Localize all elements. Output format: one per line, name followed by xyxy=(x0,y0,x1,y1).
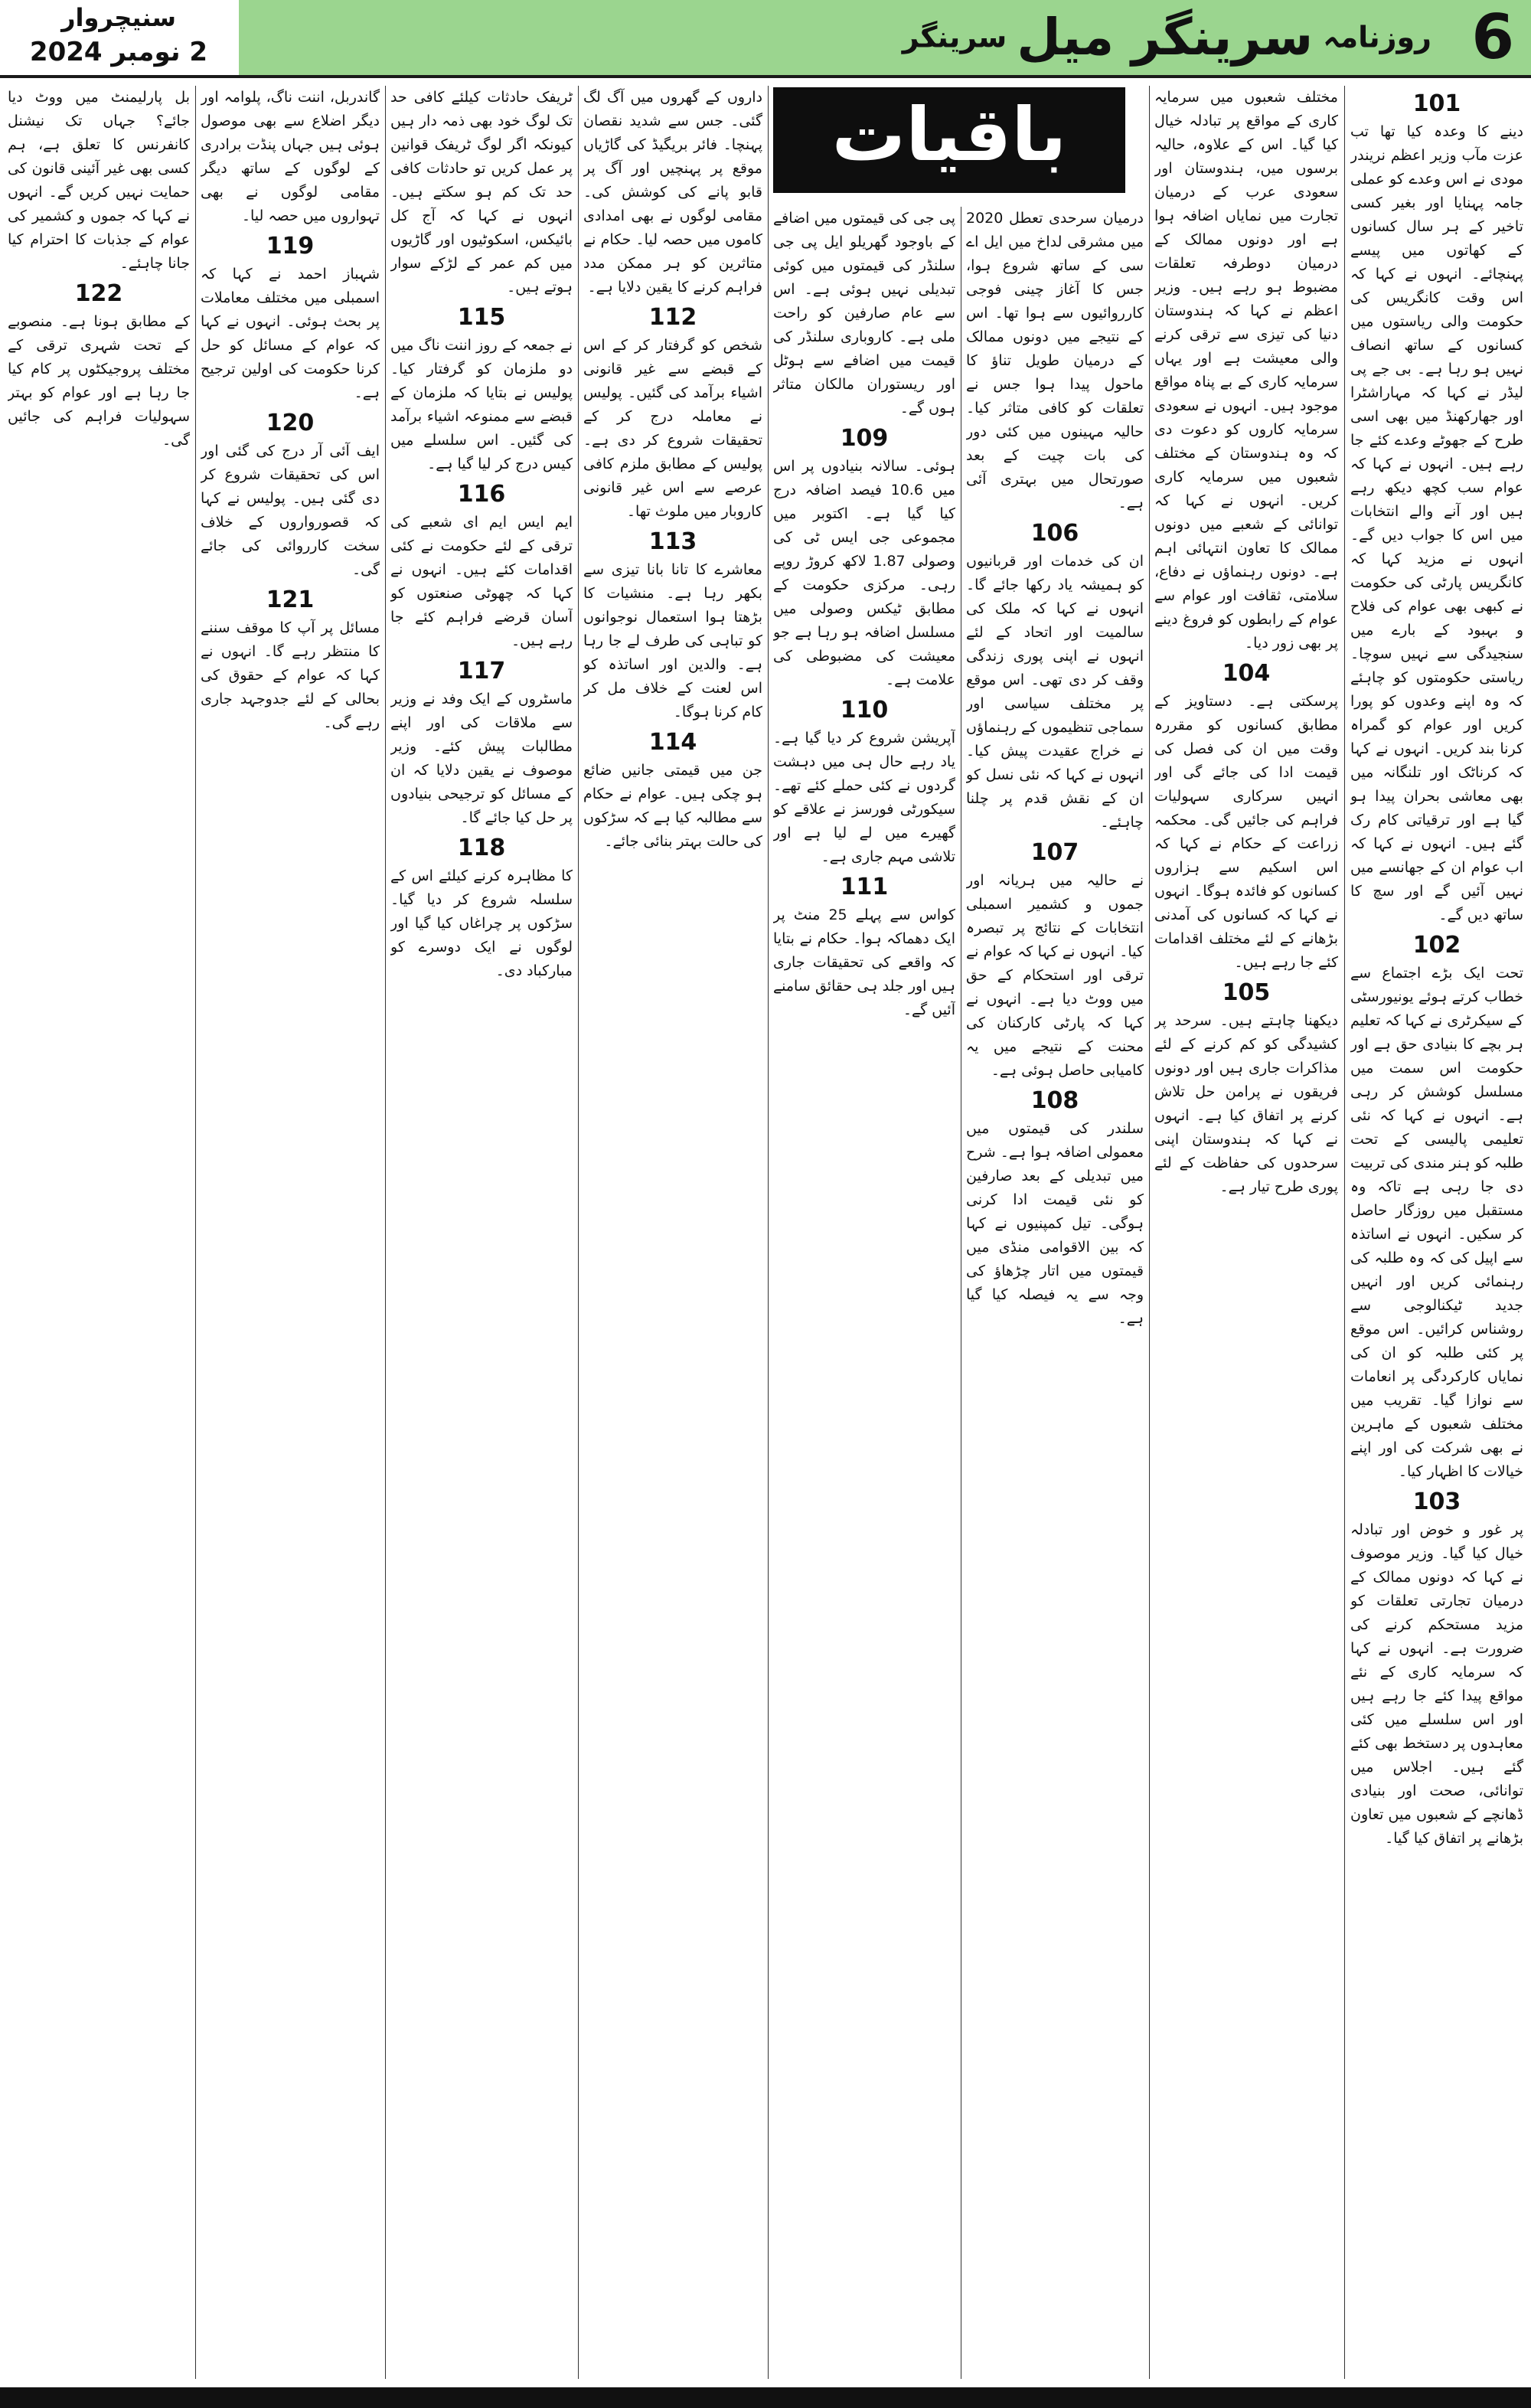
article-text: جن میں قیمتی جانیں ضائع ہو چکی ہیں۔ عوام نے حکام سے مطالبہ کیا ہے کہ سڑکوں کی حالت بہتر بنائی جائے۔ xyxy=(583,762,762,850)
masthead xyxy=(903,8,1431,67)
article-number: 112 xyxy=(648,304,697,331)
column-separator xyxy=(195,86,196,2379)
article-text: ایم ایس ایم ای شعبے کی ترقی کے لئے حکومت نے کئی اقدامات کئے ہیں۔ انہوں نے کہا کہ چھوٹی صنعتوں کو آسان قرضے فراہم کئے جا رہے ہیں۔ xyxy=(390,514,573,649)
article-number: 105 xyxy=(1222,979,1271,1006)
article-number: 103 xyxy=(1412,1488,1461,1515)
footer-bar xyxy=(0,2387,1531,2408)
date-box xyxy=(0,0,239,75)
article-number: 122 xyxy=(74,280,123,307)
article-number: 117 xyxy=(457,658,506,684)
article-text: ہوئی۔ سالانہ بنیادوں پر اس میں 10.6 فیصد اضافہ درج کیا گیا ہے۔ اکتوبر میں مجموعی جی ایس ٹی کی وصولی 1.87 لاکھ کروڑ روپے رہی۔ مرکزی حکومت کے مطابق ٹیکس وصولی میں مسلسل اضافہ ہو رہا ہے جو معیشت کی مضبوطی کی علامت ہے۔ xyxy=(773,458,955,688)
article-number: 116 xyxy=(457,481,506,508)
article-text: نے حالیہ میں ہریانہ اور جموں و کشمیر اسمبلی انتخابات کے نتائج پر تبصرہ کیا۔ انہوں نے کہا کہ عوام نے ترقی اور استحکام کے حق میں ووٹ دیا ہے۔ انہوں نے کہا کہ پارٹی کارکنان کی محنت کے نتیجے میں یہ کامیابی حاصل ہوئی ہے۔ xyxy=(966,872,1144,1079)
section-banner xyxy=(773,87,1125,193)
article-number: 115 xyxy=(457,304,506,331)
publication-date: 2 نومبر 2024 xyxy=(29,37,208,67)
article-text: ٹریفک حادثات کیلئے کافی حد تک لوگ خود بھی ذمہ دار ہیں کیونکہ اگر لوگ ٹریفک قوانین پر عمل کریں تو حادثات کافی حد تک کم ہو سکتے ہیں۔ انہوں نے کہا کہ آج کل بائیکس، اسکوٹیوں اور گاڑیوں میں کم عمر کے لڑکے سوار ہوتے ہیں۔ xyxy=(390,89,573,296)
article-number: 121 xyxy=(266,586,315,613)
article-text: دیکھنا چاہتے ہیں۔ سرحد پر کشیدگی کو کم کرنے کے لئے مذاکرات جاری ہیں اور دونوں فریقوں نے پرامن حل تلاش کرنے پر اتفاق کیا ہے۔ انہوں نے کہا کہ ہندوستان اپنی سرحدوں کی حفاظت کے لئے پوری طرح تیار ہے۔ xyxy=(1154,1012,1338,1195)
article-text: مختلف شعبوں میں سرمایہ کاری کے مواقع پر تبادلہ خیال کیا گیا۔ اس کے علاوہ، حالیہ برسوں میں، ہندوستان اور سعودی عرب کے درمیان تجارت میں نمایاں اضافہ ہوا ہے اور دونوں ممالک کے درمیان دوطرفہ تعلقات مضبوط ہو رہے ہیں۔ وزیر اعظم نے کہا کہ ہندوستان دنیا کی تیزی سے ترقی کرنے والی معیشت ہے اور یہاں سرمایہ کاری کے بے پناہ مواقع موجود ہیں۔ انہوں نے سعودی سرمایہ کاروں کو دعوت دی کہ وہ ہندوستان کے مختلف شعبوں میں سرمایہ کاری کریں۔ انہوں نے کہا کہ توانائی کے شعبے میں دونوں ممالک کا تعاون انتہائی اہم ہے۔ دونوں رہنماؤں نے دفاع، سلامتی، ثقافت اور عوام سے عوام کے رابطوں کو فروغ دینے پر بھی زور دیا۔ xyxy=(1154,89,1338,652)
article-text: شخص کو گرفتار کر کے اس کے قبضے سے غیر قانونی اشیاء برآمد کی گئیں۔ پولیس نے معاملہ درج کر کے تحقیقات شروع کر دی ہے۔ پولیس کے مطابق ملزم کافی عرصے سے اس غیر قانونی کاروبار میں ملوث تھا۔ xyxy=(583,337,762,520)
column-2 xyxy=(1154,86,1338,2383)
article-number: 104 xyxy=(1222,660,1271,687)
article-text: تحت ایک بڑے اجتماع سے خطاب کرتے ہوئے یونیورسٹی کے سیکرٹری نے کہا کہ تعلیم ہر بچے کا بنیادی حق ہے اور حکومت اس سمت میں مسلسل کوشش کر رہی ہے۔ انہوں نے کہا کہ نئی تعلیمی پالیسی کے تحت طلبہ کو ہنر مندی کی تربیت دی جا رہی ہے تاکہ وہ مستقبل میں روزگار حاصل کر سکیں۔ انہوں نے اساتذہ سے اپیل کی کہ وہ طلبہ کی رہنمائی کریں اور انہیں جدید ٹیکنالوجی سے روشناس کرائیں۔ اس موقع پر کئی طلبہ کو ان کی نمایاں کارکردگی پر انعامات سے نوازا گیا۔ تقریب میں مختلف شعبوں کے ماہرین نے بھی شرکت کی اور اپنے خیالات کا اظہار کیا۔ xyxy=(1350,965,1523,1480)
masthead-title: سرینگر میل xyxy=(1017,8,1314,67)
article-text: شہباز احمد نے کہا کہ اسمبلی میں مختلف معاملات پر بحث ہوئی۔ انہوں نے کہا کہ عوام کے مسائل کو حل کرنا حکومت کی اولین ترجیح ہے۔ xyxy=(201,266,380,401)
article-text: داروں کے گھروں میں آگ لگ گئی۔ جس سے شدید نقصان پہنچا۔ فائر بریگیڈ کی گاڑیاں موقع پر پہنچیں اور آگ پر قابو پانے کی کوشش کی۔ مقامی لوگوں نے بھی امدادی کاموں میں حصہ لیا۔ حکام نے متاثرین کو ہر ممکن مدد فراہم کرنے کا یقین دلایا ہے۔ xyxy=(583,89,762,296)
article-text: ایف آئی آر درج کی گئی اور اس کی تحقیقات شروع کر دی گئی ہیں۔ پولیس نے کہا کہ قصورواروں کے خلاف سخت کارروائی کی جائے گی۔ xyxy=(201,443,380,578)
article-number: 120 xyxy=(266,410,315,436)
column-separator xyxy=(385,86,386,2379)
column-separator xyxy=(1344,86,1345,2379)
article-text: گاندربل، اننت ناگ، پلوامہ اور دیگر اضلاع سے بھی موصول ہوئی ہیں جہاں پنڈت برادری کے لوگوں کے ساتھ دیگر مقامی لوگوں نے بھی تہواروں میں حصہ لیا۔ xyxy=(201,89,380,224)
article-text: کواس سے پہلے 25 منٹ پر ایک دھماکہ ہوا۔ حکام نے بتایا کہ واقعے کی تحقیقات جاری ہیں اور جلد ہی حقائق سامنے آئیں گے۔ xyxy=(773,907,955,1018)
article-text: کا مظاہرہ کرنے کیلئے اس کے سلسلہ شروع کر دیا گیا۔ سڑکوں پر چراغاں کیا گیا اور لوگوں نے ایک دوسرے کو مبارکباد دی۔ xyxy=(390,867,573,979)
article-text: بل پارلیمنٹ میں ووٹ دیا جائے؟ جہاں تک نیشنل کانفرنس کا تعلق ہے، ہم کسی بھی غیر آئینی قانون کی حمایت نہیں کریں گے۔ انہوں نے کہا کہ جموں و کشمیر کی عوام کے جذبات کا احترام کیا جانا چاہئے۔ xyxy=(8,89,190,272)
weekday: سنیچروار xyxy=(61,3,176,32)
column-5 xyxy=(583,86,762,2383)
page-header xyxy=(0,0,1531,78)
article-text: پر غور و خوض اور تبادلہ خیال کیا گیا۔ وزیر موصوف نے کہا کہ دونوں ممالک کے درمیان تجارتی تعلقات کو مزید مستحکم کرنے کی ضرورت ہے۔ انہوں نے کہا کہ سرمایہ کاری کے نئے مواقع پیدا کئے جا رہے ہیں اور اس سلسلے میں کئی معاہدوں پر دستخط بھی کئے گئے ہیں۔ اجلاس میں توانائی، صحت اور بنیادی ڈھانچے کے شعبوں میں تعاون بڑھانے پر اتفاق کیا گیا۔ xyxy=(1350,1521,1523,1847)
article-number: 119 xyxy=(266,233,315,260)
column-1 xyxy=(1350,86,1523,2383)
article-text: نے جمعہ کے روز اننت ناگ میں دو ملزمان کو گرفتار کیا۔ پولیس نے بتایا کہ ملزمان کے قبضے سے ممنوعہ اشیاء برآمد کی گئیں۔ اس سلسلے میں کیس درج کر لیا گیا ہے۔ xyxy=(390,337,573,472)
article-number: 109 xyxy=(840,425,889,452)
article-text: پی جی کی قیمتوں میں اضافے کے باوجود گھریلو ایل پی جی سلنڈر کی قیمتوں میں کوئی تبدیلی نہیں ہوئی ہے۔ اس سے عام صارفین کو راحت ملی ہے۔ کاروباری سلنڈر کی قیمت میں اضافے سے ہوٹل اور ریستوران مالکان متاثر ہوں گے۔ xyxy=(773,210,955,417)
column-separator xyxy=(1149,86,1150,2379)
article-text: آپریشن شروع کر دیا گیا ہے۔ یاد رہے حال ہی میں دہشت گردوں نے کئی حملے کئے تھے۔ سیکورٹی فورسز نے علاقے کو گھیرے میں لے لیا ہے اور تلاشی مہم جاری ہے۔ xyxy=(773,730,955,865)
article-number: 118 xyxy=(457,835,506,861)
column-3 xyxy=(966,207,1144,2383)
article-text: ان کی خدمات اور قربانیوں کو ہمیشہ یاد رکھا جائے گا۔ انہوں نے کہا کہ ملک کی سالمیت اور اتحاد کے لئے انہوں نے اپنی پوری زندگی وقف کر دی تھی۔ اس موقع پر مختلف سیاسی اور سماجی تنظیموں کے رہنماؤں نے خراج عقیدت پیش کیا۔ انہوں نے کہا کہ نئی نسل کو ان کے نقش قدم پر چلنا چاہئے۔ xyxy=(966,553,1144,831)
article-number: 114 xyxy=(648,729,697,756)
article-text: دینے کا وعدہ کیا تھا تب عزت مآب وزیر اعظم نریندر مودی نے اس وعدے کو عملی جامہ پہنایا اور بغیر کسی تاخیر کے ہر سال کسانوں کے کھاتوں میں پیسے پہنچائے۔ انہوں نے کہا کہ اس وقت کانگریس کی حکومت والی ریاستوں میں کسانوں کے ساتھ انصاف نہیں ہو رہا ہے۔ بی جے پی لیڈر نے کہا کہ مہاراشٹرا اور جھارکھنڈ میں بھی اسی طرح کے جھوٹے وعدے کئے جا رہے ہیں۔ انہوں نے کہا کہ عوام سب کچھ دیکھ رہے ہیں اور آنے والے انتخابات میں اس کا جواب دیں گے۔ انہوں نے مزید کہا کہ کانگریس پارٹی کی حکومت نے کبھی بھی عوام کی فلاح و بہبود کے بارے میں سنجیدگی سے نہیں سوچا۔ ریاستی حکومتوں کو چاہئے کہ وہ اپنے وعدوں کو پورا کریں اور عوام کو گمراہ کرنا بند کریں۔ انہوں نے کہا کہ کرناٹک اور تلنگانہ میں بھی معاشی بحران پیدا ہو گیا ہے اور ترقیاتی کام رک گئے ہیں۔ انہوں نے کہا کہ اب عوام ان کے جھانسے میں نہیں آئیں گے اور سچ کا ساتھ دیں گے۔ xyxy=(1350,123,1523,923)
masthead-prefix: روزنامہ xyxy=(1323,20,1431,54)
article-number: 106 xyxy=(1030,520,1079,547)
article-number: 102 xyxy=(1412,932,1461,959)
article-text: پرسکتی ہے۔ دستاویز کے مطابق کسانوں کو مقررہ وقت میں ان کی فصل کی قیمت ادا کی جائے گی اور انہیں سرکاری سہولیات فراہم کی جائیں گی۔ محکمہ زراعت کے حکام نے کہا کہ اس اسکیم سے ہزاروں کسانوں کو فائدہ ہوگا۔ انہوں نے کہا کہ کسانوں کی آمدنی بڑھانے کے لئے مختلف اقدامات کئے جا رہے ہیں۔ xyxy=(1154,693,1338,971)
column-separator xyxy=(578,86,579,2379)
article-number: 108 xyxy=(1030,1087,1079,1114)
article-text: معاشرے کا تانا بانا تیزی سے بکھر رہا ہے۔ منشیات کا بڑھتا ہوا استعمال نوجوانوں کو تباہی کی طرف لے جا رہا ہے۔ والدین اور اساتذہ کو اس لعنت کے خلاف مل کر کام کرنا ہوگا۔ xyxy=(583,561,762,720)
article-number: 101 xyxy=(1412,90,1461,117)
section-title: باقیات xyxy=(831,92,1067,178)
article-number: 107 xyxy=(1030,839,1079,866)
column-separator xyxy=(768,86,769,2379)
article-text: سلندر کی قیمتوں میں معمولی اضافہ ہوا ہے۔ شرح میں تبدیلی کے بعد صارفین کو نئی قیمت ادا کرنی ہوگی۔ تیل کمپنیوں نے کہا کہ بین الاقوامی منڈی میں قیمتوں میں اتار چڑھاؤ کی وجہ سے یہ فیصلہ کیا گیا ہے۔ xyxy=(966,1120,1144,1327)
article-number: 113 xyxy=(648,528,697,555)
masthead-city: سرینگر xyxy=(902,20,1007,54)
page-number: 6 xyxy=(1471,2,1514,73)
column-8 xyxy=(8,86,190,2383)
column-6 xyxy=(390,86,573,2383)
article-text: درمیان سرحدی تعطل 2020 میں مشرقی لداخ میں ایل اے سی کے ساتھ شروع ہوا، جس کا آغاز چینی فوجی کارروائیوں سے ہوا تھا۔ اس کے نتیجے میں دونوں ممالک کے درمیان طویل تناؤ کا ماحول پیدا ہوا جس نے تعلقات کو کافی متاثر کیا۔ حالیہ مہینوں میں کئی دور کی بات چیت کے بعد صورتحال میں بہتری آئی ہے۔ xyxy=(966,210,1144,511)
article-text: مسائل پر آپ کا موقف سننے کا منتظر رہے گا۔ انہوں نے کہا کہ عوام کے حقوق کی بحالی کے لئے جدوجہد جاری رہے گی۔ xyxy=(201,619,380,731)
column-7 xyxy=(201,86,380,2383)
article-text: ماسٹروں کے ایک وفد نے وزیر سے ملاقات کی اور اپنے مطالبات پیش کئے۔ وزیر موصوف نے یقین دلایا کہ ان کے مسائل کو ترجیحی بنیادوں پر حل کیا جائے گا۔ xyxy=(390,691,573,826)
article-number: 111 xyxy=(840,874,889,900)
column-4 xyxy=(773,207,955,2383)
article-text: کے مطابق ہونا ہے۔ منصوبے کے تحت شہری ترقی کے مختلف پروجیکٹوں پر کام کیا جا رہا ہے اور عوام کو بہتر سہولیات فراہم کی جائیں گی۔ xyxy=(8,313,190,449)
article-number: 110 xyxy=(840,697,889,724)
